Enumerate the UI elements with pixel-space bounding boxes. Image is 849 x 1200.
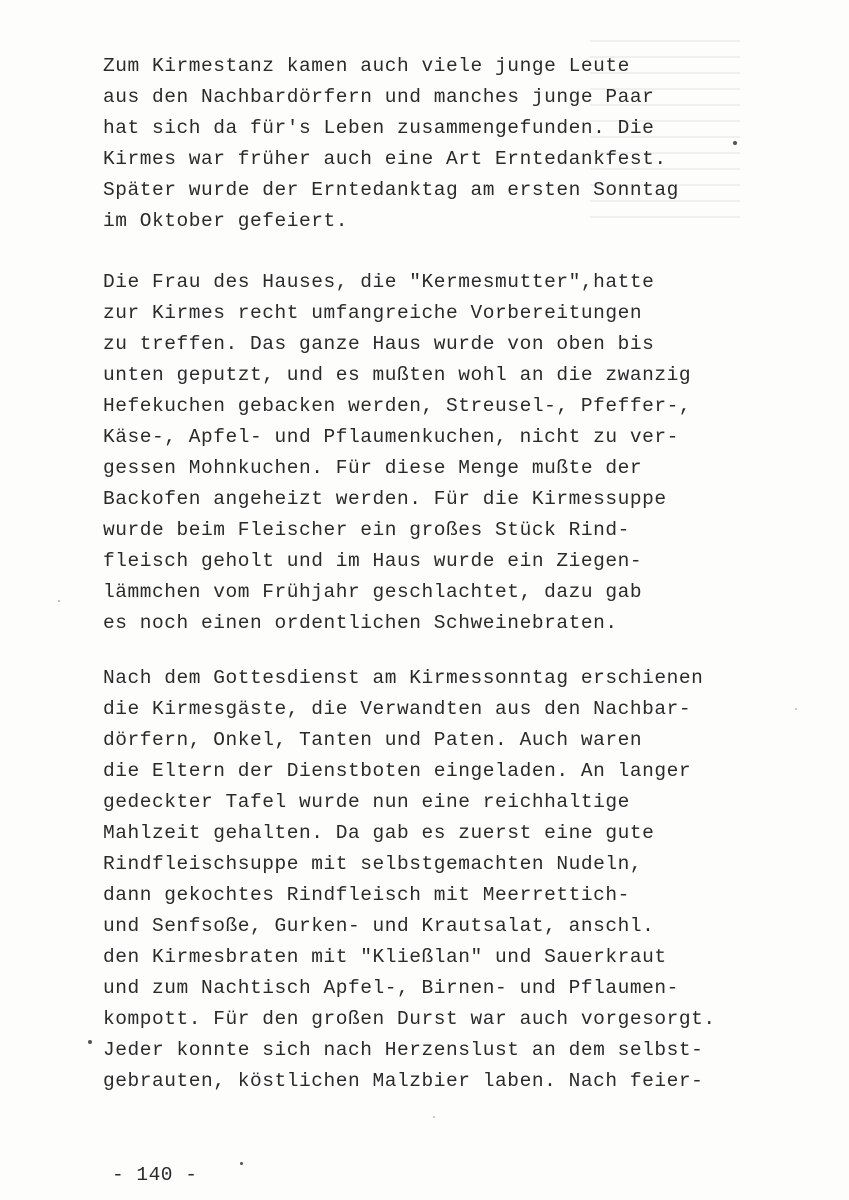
text-line: aus den Nachbardörfern und manches junge Paar xyxy=(103,86,655,108)
scan-speck xyxy=(795,708,797,710)
paragraph-kermesmutter xyxy=(103,267,691,639)
text-line: Zum Kirmestanz kamen auch viele junge Leute xyxy=(103,55,630,77)
text-line: dann gekochtes Rindfleisch mit Meerrettich- xyxy=(103,884,630,906)
scan-speck xyxy=(240,1162,243,1165)
scan-speck xyxy=(58,600,60,602)
text-line: Nach dem Gottesdienst am Kirmessonntag erschienen xyxy=(103,667,704,689)
text-line: dörfern, Onkel, Tanten und Paten. Auch waren xyxy=(103,729,643,751)
text-line: gebrauten, köstlichen Malzbier laben. Nach feier- xyxy=(103,1070,704,1092)
text-line: gedeckter Tafel wurde nun eine reichhaltige xyxy=(103,791,630,813)
text-line: den Kirmesbraten mit "Kließlan" und Sauerkraut xyxy=(103,946,667,968)
text-line: Die Frau des Hauses, die "Kermesmutter",hatte xyxy=(103,271,655,293)
text-line: kompott. Für den großen Durst war auch vorgesorgt. xyxy=(103,1008,716,1030)
text-line: es noch einen ordentlichen Schweinebraten. xyxy=(103,612,618,634)
text-line: wurde beim Fleischer ein großes Stück Rind- xyxy=(103,519,630,541)
scan-speck xyxy=(88,1040,92,1044)
scan-speck xyxy=(733,141,737,145)
text-line: im Oktober gefeiert. xyxy=(103,210,349,232)
page-number: - 140 - xyxy=(112,1164,198,1186)
text-line: die Kirmesgäste, die Verwandten aus den Nachbar- xyxy=(103,698,692,720)
text-line: zu treffen. Das ganze Haus wurde von oben bis xyxy=(103,333,655,355)
scan-speck xyxy=(433,1116,435,1118)
text-line: und Senfsoße, Gurken- und Krautsalat, anschl. xyxy=(103,915,655,937)
text-line: Kirmes war früher auch eine Art Erntedankfest. xyxy=(103,148,667,170)
text-line: die Eltern der Dienstboten eingeladen. An langer xyxy=(103,760,692,782)
paragraph-kirmestanz xyxy=(103,51,679,237)
text-line: gessen Mohnkuchen. Für diese Menge mußte der xyxy=(103,457,643,479)
text-line: Käse-, Apfel- und Pflaumenkuchen, nicht zu ver- xyxy=(103,426,679,448)
text-line: und zum Nachtisch Apfel-, Birnen- und Pflaumen- xyxy=(103,977,679,999)
text-line: lämmchen vom Frühjahr geschlachtet, dazu gab xyxy=(103,581,643,603)
text-line: fleisch geholt und im Haus wurde ein Ziegen- xyxy=(103,550,643,572)
text-line: Mahlzeit gehalten. Da gab es zuerst eine gute xyxy=(103,822,655,844)
text-line: hat sich da für's Leben zusammengefunden. Die xyxy=(103,117,655,139)
paragraph-kirmessonntag xyxy=(103,663,716,1097)
text-line: Backofen angeheizt werden. Für die Kirmessuppe xyxy=(103,488,667,510)
text-line: Später wurde der Erntedanktag am ersten Sonntag xyxy=(103,179,679,201)
text-line: Hefekuchen gebacken werden, Streusel-, Pfeffer-, xyxy=(103,395,692,417)
text-line: Rindfleischsuppe mit selbstgemachten Nudeln, xyxy=(103,853,643,875)
text-line: zur Kirmes recht umfangreiche Vorbereitungen xyxy=(103,302,643,324)
text-line: Jeder konnte sich nach Herzenslust an dem selbst- xyxy=(103,1039,704,1061)
text-line: unten geputzt, und es mußten wohl an die zwanzig xyxy=(103,364,692,386)
